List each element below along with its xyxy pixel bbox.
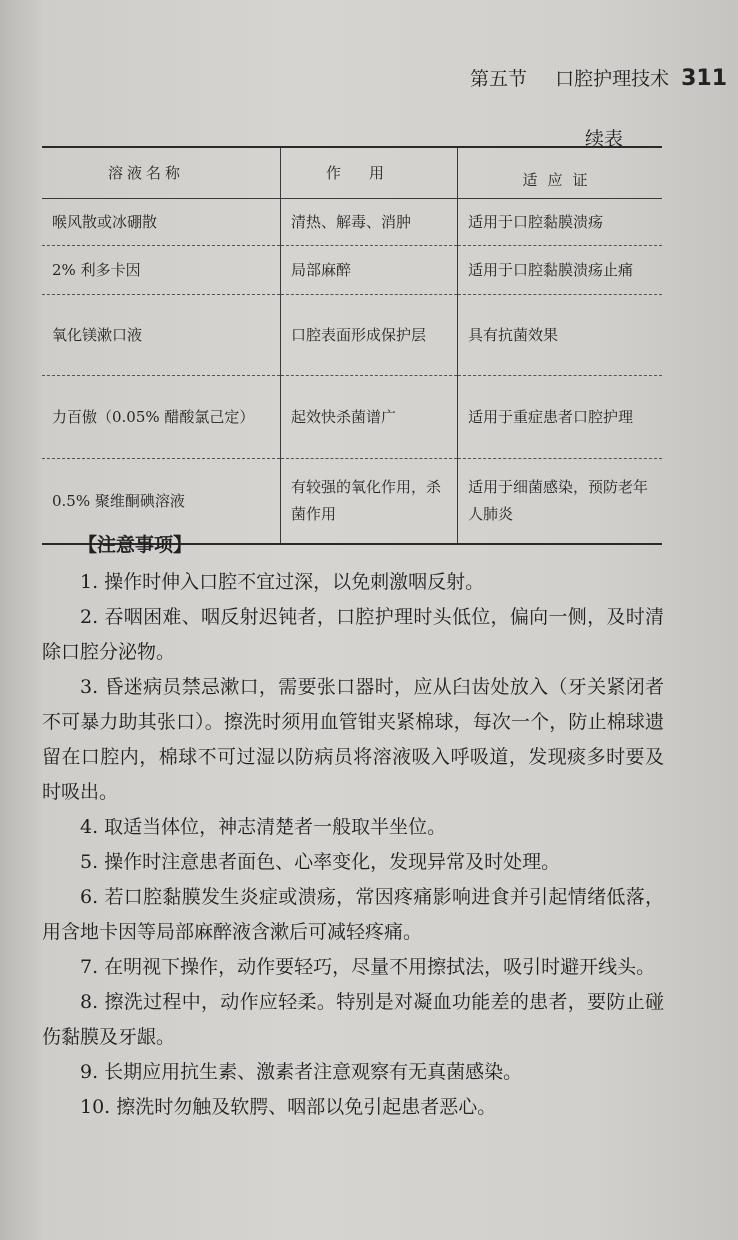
note-item: 7. 在明视下操作，动作要轻巧，尽量不用擦拭法，吸引时避开线头。 [80,956,656,978]
cell-effect: 起效快杀菌谱广 [281,376,458,459]
note-item: 10. 擦洗时勿触及软腭、咽部以免引起患者恶心。 [80,1096,497,1118]
cell-indication: 适用于口腔黏膜溃疡 [458,199,663,246]
note-item: 1. 操作时伸入口腔不宜过深，以免刺激咽反射。 [80,571,485,593]
cell-solution-name: 氧化镁漱口液 [42,295,281,376]
note-item: 4. 取适当体位，神志清楚者一般取半坐位。 [80,816,447,838]
header-chapter-title: 口腔护理技术 [555,68,670,90]
cell-indication: 适用于重症患者口腔护理 [458,376,663,459]
cell-effect: 清热、解毒、消肿 [281,199,458,246]
table-row [42,199,662,246]
running-header [470,64,727,91]
note-item: 6. 若口腔黏膜发生炎症或溃疡，常因疼痛影响进食并引起情绪低落，用含地卡因等局部麻醉液含漱后可减轻疼痛。 [42,886,664,943]
cell-indication: 具有抗菌效果 [458,295,663,376]
cell-solution-name: 喉风散或冰硼散 [42,199,281,246]
cell-effect: 局部麻醉 [281,246,458,295]
notes-title: 【注意事项】 [78,534,193,556]
cell-indication: 适用于细菌感染，预防老年人肺炎 [458,459,663,545]
note-item: 8. 擦洗过程中，动作应轻柔。特别是对凝血功能差的患者，要防止碰伤黏膜及牙龈。 [42,991,664,1048]
note-item: 5. 操作时注意患者面色、心率变化，发现异常及时处理。 [80,851,561,873]
cell-solution-name: 2% 利多卡因 [42,246,281,295]
note-item: 9. 长期应用抗生素、激素者注意观察有无真菌感染。 [80,1061,523,1083]
solution-table [42,146,662,545]
table-header-row [42,147,662,199]
cell-solution-name: 力百傲（0.05% 醋酸氯己定） [42,376,281,459]
note-item: 3. 昏迷病员禁忌漱口，需要张口器时，应从臼齿处放入（牙关紧闭者不可暴力助其张口）。擦洗时须用血管钳夹紧棉球，每次一个，防止棉球遗留在口腔内，棉球不可过湿以防病员将溶液吸入呼吸道，发现痰多时要及时吸出。 [42,676,664,803]
notes-section [42,528,664,1125]
table-row [42,295,662,376]
cell-effect: 口腔表面形成保护层 [281,295,458,376]
header-effect: 作用 [281,147,458,199]
note-item: 2. 吞咽困难、咽反射迟钝者，口腔护理时头低位，偏向一侧，及时清除口腔分泌物。 [42,606,664,663]
cell-indication: 适用于口腔黏膜溃疡止痛 [458,246,663,295]
header-solution-name: 溶液名称 [42,147,281,199]
header-indication: 适应证 [458,147,663,199]
header-section: 第五节 [470,68,528,90]
table-row [42,246,662,295]
page-number: 311 [681,66,728,91]
table-row [42,376,662,459]
table-continuation-label: 续表 [585,128,624,150]
cell-solution-name: 0.5% 聚维酮碘溶液 [42,459,281,545]
cell-effect: 有较强的氧化作用，杀菌作用 [281,459,458,545]
